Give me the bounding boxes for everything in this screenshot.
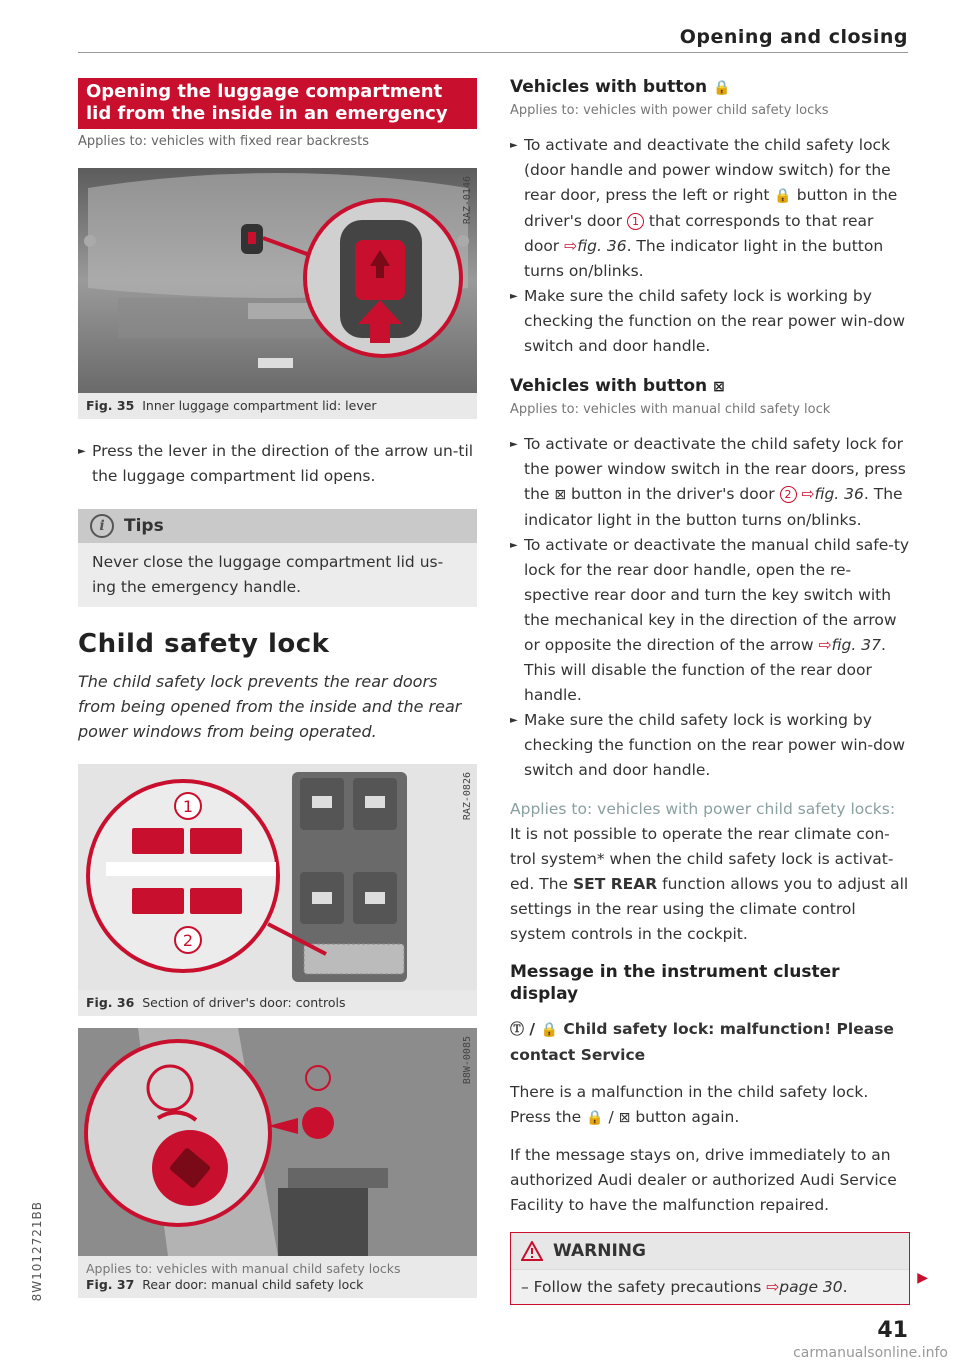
document-code: 8W1012721BB [30, 1200, 44, 1301]
figure-35-image [78, 168, 477, 393]
window-lock-icon: ⊠ [713, 379, 725, 395]
page-header-title: Opening and closing [679, 26, 908, 48]
callout-1: 1 [627, 213, 644, 230]
tips-box [78, 509, 477, 607]
text: button in the driver's door [524, 186, 898, 230]
figure-36-image [78, 764, 477, 990]
ref-arrow-icon: ⇨ [801, 485, 815, 503]
heading-text: Vehicles with button [510, 77, 708, 97]
header-rule [78, 52, 908, 53]
figure-37 [78, 1028, 477, 1298]
message-heading: Message in the instrument cluster display [510, 962, 840, 1004]
figure-37-code: B8W-0085 [462, 1036, 473, 1085]
applies-to-fixed-backrests: Applies to: vehicles with fixed rear backrests [78, 134, 369, 149]
warning-header [511, 1233, 909, 1270]
fig-36-link[interactable]: fig. 36 [814, 485, 864, 503]
figure-37-image [78, 1028, 477, 1256]
warning-triangle-icon [521, 1241, 543, 1261]
child-lock-malfunction-icon: Ⓣ [510, 1022, 524, 1038]
child-lock-icon: 🔒 [774, 188, 792, 204]
vehicles-with-button-power-heading [510, 76, 910, 99]
tips-header [78, 509, 477, 543]
text: button in the driver's door [571, 485, 775, 503]
fig-37-link[interactable]: fig. 37 [831, 636, 881, 654]
manual-lock-illustration [78, 1028, 477, 1256]
figure-36-label: Fig. 36 [86, 995, 135, 1010]
ref-arrow-icon: ⇨ [818, 636, 832, 654]
window-lock-icon: ⊠ [554, 487, 567, 503]
fig-36-link[interactable]: fig. 36 [577, 237, 627, 255]
child-lock-icon: 🔒 [586, 1110, 604, 1126]
page-number: 41 [877, 1318, 908, 1343]
figure-36-code: RAZ-0826 [462, 772, 473, 821]
text: There is a malfunction in the child safety lock. Press the [510, 1083, 869, 1126]
text: . The indicator light in the button turns on/blinks. [524, 485, 903, 529]
text: To activate or deactivate the manual child safe-ty lock for the rear door handle, open the re-spective rear door and turn the key switch with the mechanical key in the direction of the arrow or opposite the direction of the arrow [524, 536, 910, 654]
figure-35-caption [78, 393, 477, 419]
child-lock-icon: 🔒 [713, 80, 731, 96]
applies-power-locks: Applies to: vehicles with power child safety locks [510, 103, 829, 118]
figure-37-caption [78, 1256, 477, 1298]
tips-text: Never close the luggage compartment lid us-ing the emergency handle. [78, 543, 477, 607]
heading-text: Vehicles with button [510, 376, 708, 396]
right-column [510, 76, 910, 1305]
figure-36-caption-text: Section of driver's door: controls [142, 995, 346, 1010]
watermark: carmanualsonline.info [793, 1345, 948, 1361]
callout-2: 2 [780, 486, 797, 503]
text: To activate or deactivate the child safety lock for the power window switch in the rear doors, press the [524, 435, 906, 503]
left-column [78, 78, 477, 1298]
climate-paragraph [510, 822, 910, 947]
warning-text [511, 1270, 909, 1304]
text: Child safety lock: malfunction! Please contact Service [510, 1020, 894, 1064]
figure-37-applies: Applies to: vehicles with manual child safety locks [86, 1261, 401, 1276]
text: . [842, 1278, 848, 1296]
step-activate-window-lock [510, 432, 910, 533]
dealer-paragraph: If the message stays on, drive immediately to an authorized Audi dealer or authorized Audi Service Facility to have the malfunction repaired. [510, 1146, 897, 1214]
tips-title: Tips [124, 516, 164, 536]
figure-35-label: Fig. 35 [86, 398, 135, 413]
applies-power-locks-climate: Applies to: vehicles with power child safety locks: [510, 800, 896, 818]
separator: / [608, 1108, 614, 1126]
text: . The indicator light in the button turns on/blinks. [524, 237, 884, 280]
luggage-lever-illustration [78, 168, 477, 393]
separator: / [529, 1020, 536, 1038]
text: that corresponds to that rear door [524, 212, 874, 255]
section-heading-emergency: Opening the luggage compartment lid from the inside in an emergency [78, 78, 477, 129]
step-manual-lock [510, 533, 910, 708]
figure-36 [78, 764, 477, 1016]
text: – Follow the safety precautions [521, 1278, 762, 1296]
step-verify-power-lock: ► Make sure the child safety lock is working by checking the function on the rear power win-dow switch and door handle. [510, 284, 910, 359]
window-lock-icon: ⊠ [618, 1110, 631, 1126]
set-rear-label: SET REAR [573, 875, 658, 893]
figure-36-callout-1: 1 [182, 797, 194, 816]
figure-36-caption [78, 990, 477, 1016]
child-safety-lock-heading: Child safety lock [78, 629, 330, 659]
child-lock-icon: 🔒 [540, 1022, 558, 1038]
step-verify-manual-lock: ► Make sure the child safety lock is working by checking the function on the rear power win-dow switch and door handle. [510, 708, 910, 783]
step-activate-power-lock [510, 133, 910, 284]
figure-37-caption-text: Rear door: manual child safety lock [142, 1277, 364, 1292]
info-icon: i [90, 514, 114, 538]
text: It is not possible to operate the rear climate con-trol system* when the child safety lock is activat-ed. The [510, 825, 894, 893]
step-press-lever: ► Press the lever in the direction of the arrow un-til the luggage compartment lid opens. [78, 439, 477, 489]
figure-35-caption-text: Inner luggage compartment lid: lever [142, 398, 377, 413]
text: button again. [635, 1108, 740, 1126]
figure-35 [78, 168, 477, 419]
page-30-link[interactable]: page 30 [779, 1278, 843, 1296]
message-subheading [510, 1017, 910, 1068]
text: function allows you to adjust all settings in the rear using the climate control system controls in the cockpit. [510, 875, 909, 943]
warning-box [510, 1232, 910, 1305]
text: . This will disable the function of the rear door handle. [524, 636, 886, 704]
warning-title: WARNING [553, 1241, 646, 1261]
figure-36-callout-2: 2 [182, 931, 194, 950]
ref-arrow-icon: ⇨ [766, 1278, 780, 1296]
continue-arrow-icon: ▶ [917, 1270, 928, 1286]
child-safety-lock-intro: The child safety lock prevents the rear doors from being opened from the inside and the rear power windows from being operated. [78, 672, 462, 741]
figure-37-label: Fig. 37 [86, 1277, 135, 1292]
figure-35-code: RAZ-0146 [462, 176, 473, 225]
malfunction-paragraph [510, 1080, 910, 1131]
text: To activate and deactivate the child safety lock (door handle and power window switch) for the rear door, press the left or right [524, 136, 891, 204]
door-controls-illustration [78, 764, 477, 990]
ref-arrow-icon: ⇨ [564, 237, 578, 255]
applies-manual-lock: Applies to: vehicles with manual child safety lock [510, 402, 831, 417]
vehicles-with-button-window-heading [510, 375, 910, 398]
